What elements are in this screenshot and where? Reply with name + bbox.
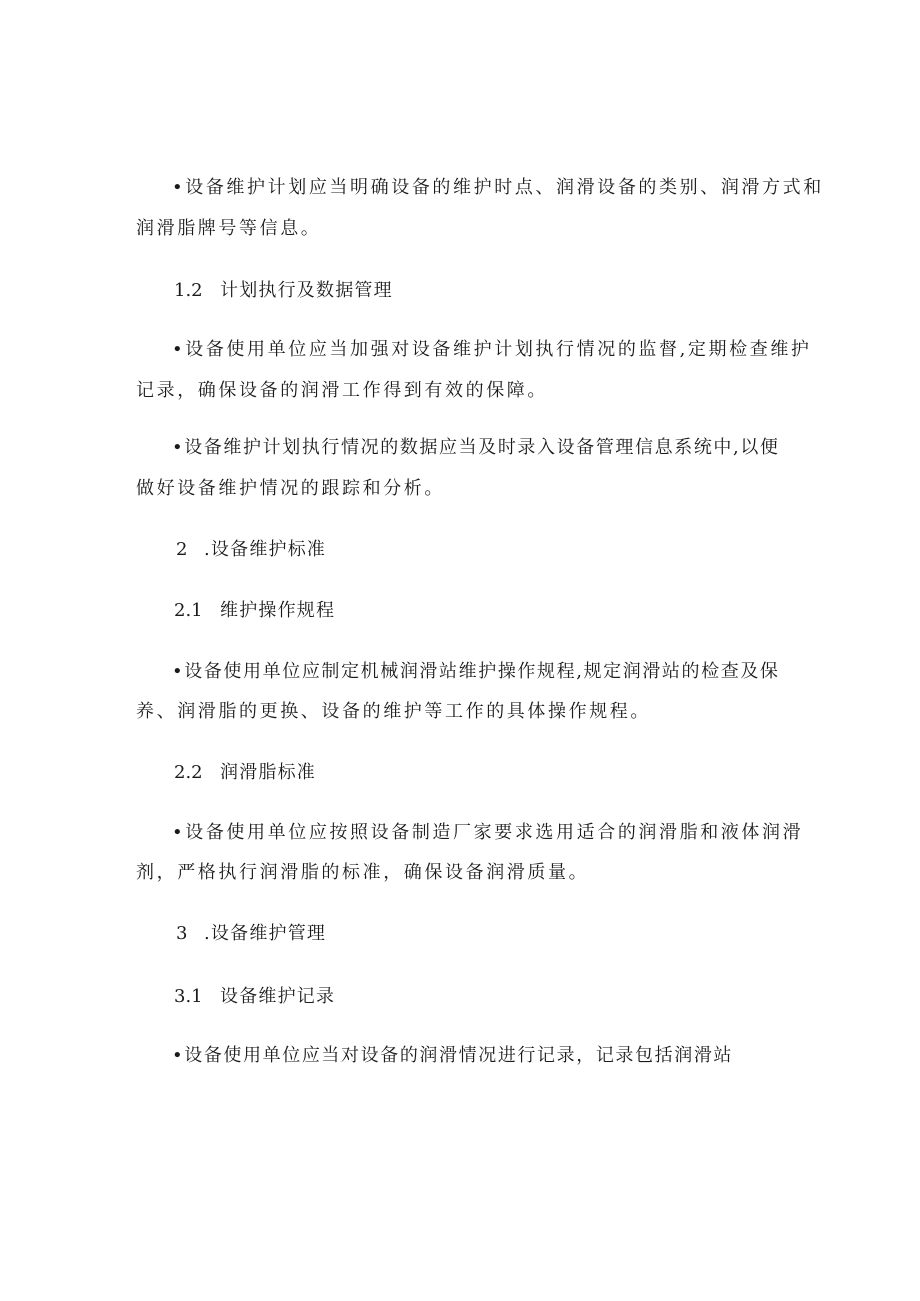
section-number: 1.2 bbox=[174, 280, 203, 301]
section-title: 计划执行及数据管理 bbox=[220, 280, 393, 301]
section-number: 3.1 bbox=[174, 986, 203, 1007]
paragraph-5-line-2: 剂，严格执行润滑脂的标准，确保设备润滑质量。 bbox=[136, 862, 590, 883]
section-heading-2 bbox=[176, 538, 326, 562]
section-heading-3 bbox=[176, 922, 326, 946]
section-title: .设备维护管理 bbox=[204, 923, 327, 944]
section-number: 2 bbox=[176, 539, 188, 560]
paragraph-4-line-2: 养、润滑脂的更换、设备的维护等工作的具体操作规程。 bbox=[136, 701, 651, 722]
paragraph-1-line-2: 润滑脂牌号等信息。 bbox=[136, 218, 322, 239]
section-heading-2-2 bbox=[174, 761, 316, 785]
section-heading-3-1 bbox=[174, 985, 335, 1009]
section-number: 2.2 bbox=[174, 762, 203, 783]
section-number: 2.1 bbox=[174, 600, 203, 621]
section-title: 润滑脂标准 bbox=[220, 762, 316, 783]
section-heading-1-2 bbox=[174, 279, 393, 303]
paragraph-4-line-1: •设备使用单位应制定机械润滑站维护操作规程,规定润滑站的检查及保 bbox=[172, 661, 780, 682]
section-number: 3 bbox=[176, 923, 188, 944]
paragraph-3-line-2: 做好设备维护情况的跟踪和分析。 bbox=[136, 478, 445, 499]
paragraph-6-line-1: •设备使用单位应当对设备的润滑情况进行记录，记录包括润滑站 bbox=[172, 1045, 734, 1066]
section-title: 设备维护记录 bbox=[220, 986, 336, 1007]
paragraph-1-line-1: •设备维护计划应当明确设备的维护时点、润滑设备的类别、润滑方式和 bbox=[172, 177, 824, 198]
paragraph-5-line-1: •设备使用单位应按照设备制造厂家要求选用适合的润滑脂和液体润滑 bbox=[172, 822, 804, 843]
section-title: .设备维护标准 bbox=[204, 539, 327, 560]
paragraph-2-line-1: •设备使用单位应当加强对设备维护计划执行情况的监督,定期检查维护 bbox=[172, 339, 812, 360]
paragraph-3-line-1: •设备维护计划执行情况的数据应当及时录入设备管理信息系统中,以便 bbox=[172, 437, 780, 458]
section-heading-2-1 bbox=[174, 599, 335, 623]
paragraph-2-line-2: 记录，确保设备的润滑工作得到有效的保障。 bbox=[136, 380, 548, 401]
section-title: 维护操作规程 bbox=[220, 600, 336, 621]
